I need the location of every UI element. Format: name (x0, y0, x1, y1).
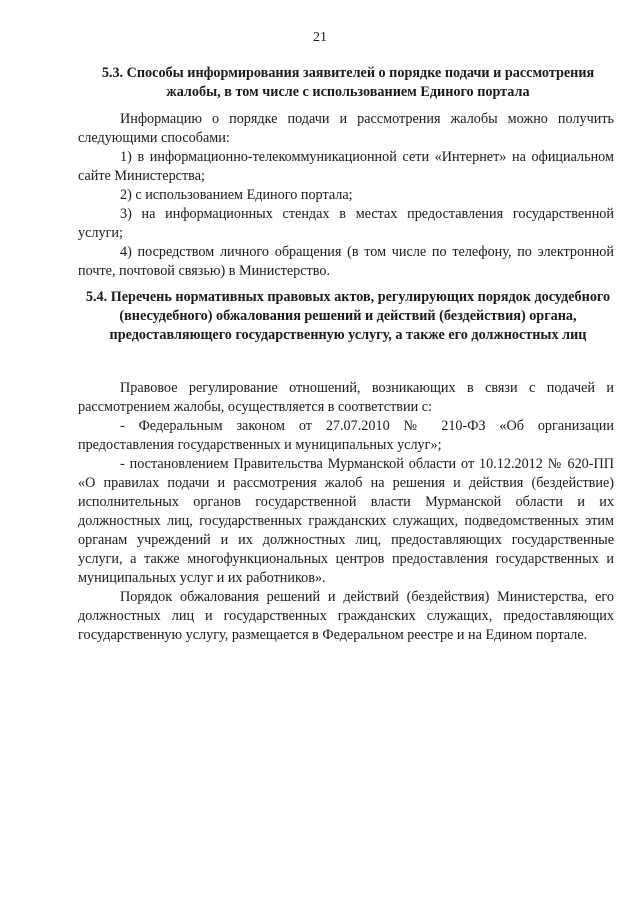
section-5-3-intro: Информацию о порядке подачи и рассмотрения жалобы можно получить следующими способами: (78, 111, 614, 146)
section-5-4-body (78, 379, 614, 645)
section-5-4-item-2: - постановлением Правительства Мурманской области от 10.12.2012 № 620-ПП «О правилах подачи и рассмотрения жалоб на решения и действия (бездействие) исполнительных органов государственной власти Мурманской области и их должностных лиц, государственных гражданских служащих, подведомственных этим органам учреждений и их должностных лиц, предоставляющих государственные услуги, а также многофункциональных центров предоставления государственных и муниципальных услуг и их работников». (78, 456, 614, 586)
section-5-3-item-1: 1) в информационно-телекоммуникационной сети «Интернет» на официальном сайте Министерства; (78, 149, 614, 184)
section-5-3-heading: 5.3. Способы информирования заявителей о порядке подачи и рассмотрения жалобы, в том числе с использованием Единого портала (101, 65, 595, 100)
section-5-3-body (78, 110, 614, 281)
section-5-3-item-2: 2) с использованием Единого портала; (120, 187, 353, 203)
section-5-4-closing: Порядок обжалования решений и действий (бездействия) Министерства, его должностных лиц и государственных гражданских служащих, предоставляющих государственную услугу, размещается в Федеральном реестре и на Едином портале. (78, 589, 614, 643)
page-number: 21 (313, 30, 327, 45)
section-5-3-item-3: 3) на информационных стендах в местах предоставления государственной услуги; (78, 206, 614, 241)
section-5-3-item-4: 4) посредством личного обращения (в том числе по телефону, по электронной почте, почтовой связью) в Министерство. (78, 244, 614, 279)
section-5-4-item-1: - Федеральным законом от 27.07.2010 № 210-ФЗ «Об организации предоставления государственных и муниципальных услуг»; (78, 418, 614, 453)
section-5-4-intro: Правовое регулирование отношений, возникающих в связи с подачей и рассмотрением жалобы, осуществляется в соответствии с: (78, 380, 614, 415)
section-5-4-heading: 5.4. Перечень нормативных правовых актов, регулирующих порядок досудебного (внесудебного) обжалования решений и действий (бездействия) органа, предоставляющего государственную услугу, а также его должностных лиц (85, 289, 611, 343)
